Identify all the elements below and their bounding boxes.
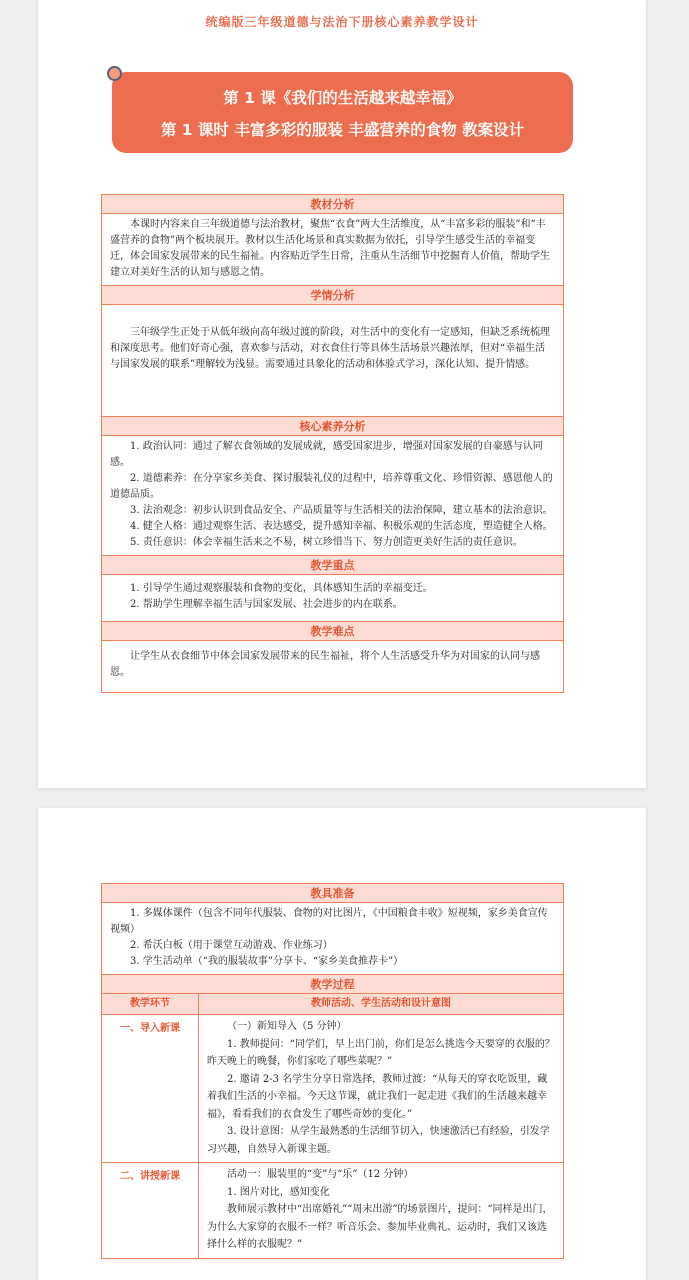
section-body-jiaocai bbox=[102, 214, 564, 286]
section-title-guocheng: 教学过程 bbox=[102, 975, 564, 994]
paragraph: 1. 图片对比，感知变化 bbox=[227, 1186, 330, 1198]
lesson-subtitle: 第 1 课时 丰富多彩的服装 丰盛营养的食物 教案设计 bbox=[160, 121, 525, 139]
paragraph: 1. 教师提问：“同学们，早上出门前，你们是怎么挑选今天要穿的衣服的？昨天晚上的晚餐，你们家吃了哪些菜呢？” bbox=[207, 1038, 555, 1067]
paragraph: 2. 邀请 2-3 名学生分享日常选择，教师过渡：“从每天的穿衣吃饭里，藏着我们生活的小幸福。今天这节课，就让我们一起走进《我们的生活越来越幸福》，看看我们的衣食发生了哪些奇妙的变化。” bbox=[207, 1073, 548, 1120]
column-header-stage: 教学环节 bbox=[102, 994, 199, 1015]
column-header-activity: 教师活动、学生活动和设计意图 bbox=[199, 994, 564, 1015]
list-item: 3. 学生活动单（“我的服装故事”分享卡、“家乡美食推荐卡”） bbox=[130, 956, 404, 967]
list-item: 4. 健全人格：通过观察生活、表达感受，提升感知幸福、积极乐观的生活态度，塑造健全人格。 bbox=[130, 521, 553, 532]
stage-body-intro bbox=[199, 1015, 564, 1163]
paragraph: 本课时内容来自三年级道德与法治教材，聚焦“衣食”两大生活维度，从“丰富多彩的服装”和“丰盛营养的食物”两个板块展开。教材以生活化场景和真实数据为依托，引导学生感受生活的幸福变迁，体会国家发展带来的民生福祉。内容贴近学生日常，注重从生活细节中挖掘育人价值，帮助学生建立对美好生活的认知与感恩之情。 bbox=[110, 219, 550, 278]
document-page-1 bbox=[38, 0, 646, 788]
banner-circle-decoration bbox=[107, 66, 122, 81]
paragraph: 三年级学生正处于从低年级向高年级过渡的阶段，对生活中的变化有一定感知，但缺乏系统梳理和深度思考。他们好奇心强，喜欢参与活动，对衣食住行等具体生活场景兴趣浓厚，但对“幸福生活与国家发展的联系”理解较为浅显。需要通过具象化的活动和体验式学习，深化认知、提升情感。 bbox=[110, 327, 550, 370]
paragraph: 让学生从衣食细节中体会国家发展带来的民生福祉，将个人生活感受升华为对国家的认同与感恩。 bbox=[110, 651, 540, 678]
section-title-hexin: 核心素养分析 bbox=[102, 417, 564, 436]
running-header: 统编版三年级道德与法治下册核心素养教学设计 bbox=[205, 15, 479, 29]
stage-label-new-lesson: 二、讲授新课 bbox=[102, 1163, 199, 1259]
section-title-jiaoju: 教具准备 bbox=[102, 884, 564, 903]
lesson-plan-table-1 bbox=[101, 194, 564, 693]
list-item: 5. 责任意识：体会幸福生活来之不易，树立珍惜当下、努力创造更美好生活的责任意识。 bbox=[130, 537, 523, 548]
section-body-hexin bbox=[102, 436, 564, 556]
paragraph: 3. 设计意图：从学生最熟悉的生活细节切入，快速激活已有经验，引发学习兴趣，自然导入新课主题。 bbox=[207, 1126, 550, 1155]
lesson-plan-table-2 bbox=[101, 883, 564, 1259]
section-body-jiaoju bbox=[102, 903, 564, 975]
section-title-nandian: 教学难点 bbox=[102, 622, 564, 641]
list-item: 3. 法治观念：初步认识到食品安全、产品质量等与生活相关的法治保障，建立基本的法治意识。 bbox=[130, 505, 553, 516]
list-item: 1. 政治认同：通过了解衣食领域的发展成就，感受国家进步，增强对国家发展的自豪感与认同感。 bbox=[110, 441, 543, 468]
paragraph: 教师展示教材中“出席婚礼”“周末出游”的场景图片，提问：“同样是出门，为什么大家穿的衣服不一样？听音乐会、参加毕业典礼、运动时，我们又该选择什么样的衣服呢？” bbox=[207, 1204, 553, 1250]
list-item: 1. 多媒体课件（包含不同年代服装、食物的对比图片，《中国粮食丰收》短视频，家乡美食宣传视频） bbox=[110, 908, 548, 935]
section-body-nandian bbox=[102, 641, 564, 693]
document-page-2 bbox=[38, 808, 646, 1280]
lesson-title-banner bbox=[112, 72, 573, 153]
section-body-xueqing bbox=[102, 305, 564, 417]
section-title-jiaocai: 教材分析 bbox=[102, 195, 564, 214]
list-item: 1. 引导学生通过观察服装和食物的变化，具体感知生活的幸福变迁。 bbox=[130, 583, 433, 594]
lesson-title: 第 1 课《我们的生活越来越幸福》 bbox=[223, 89, 462, 107]
paragraph: （一）新知导入（5 分钟） bbox=[227, 1021, 347, 1032]
stage-label-intro: 一、导入新课 bbox=[102, 1015, 199, 1163]
paragraph: 活动一：服装里的“变”与“乐”（12 分钟） bbox=[227, 1169, 414, 1180]
list-item: 2. 道德素养：在分享家乡美食、探讨服装礼仪的过程中，培养尊重文化、珍惜资源、感恩他人的道德品质。 bbox=[110, 473, 553, 500]
section-body-zhongdian bbox=[102, 575, 564, 622]
list-item: 2. 希沃白板（用于课堂互动游戏、作业练习） bbox=[130, 940, 333, 951]
section-title-xueqing: 学情分析 bbox=[102, 286, 564, 305]
stage-body-new-lesson bbox=[199, 1163, 564, 1259]
section-title-zhongdian: 教学重点 bbox=[102, 556, 564, 575]
list-item: 2. 帮助学生理解幸福生活与国家发展、社会进步的内在联系。 bbox=[130, 599, 403, 610]
